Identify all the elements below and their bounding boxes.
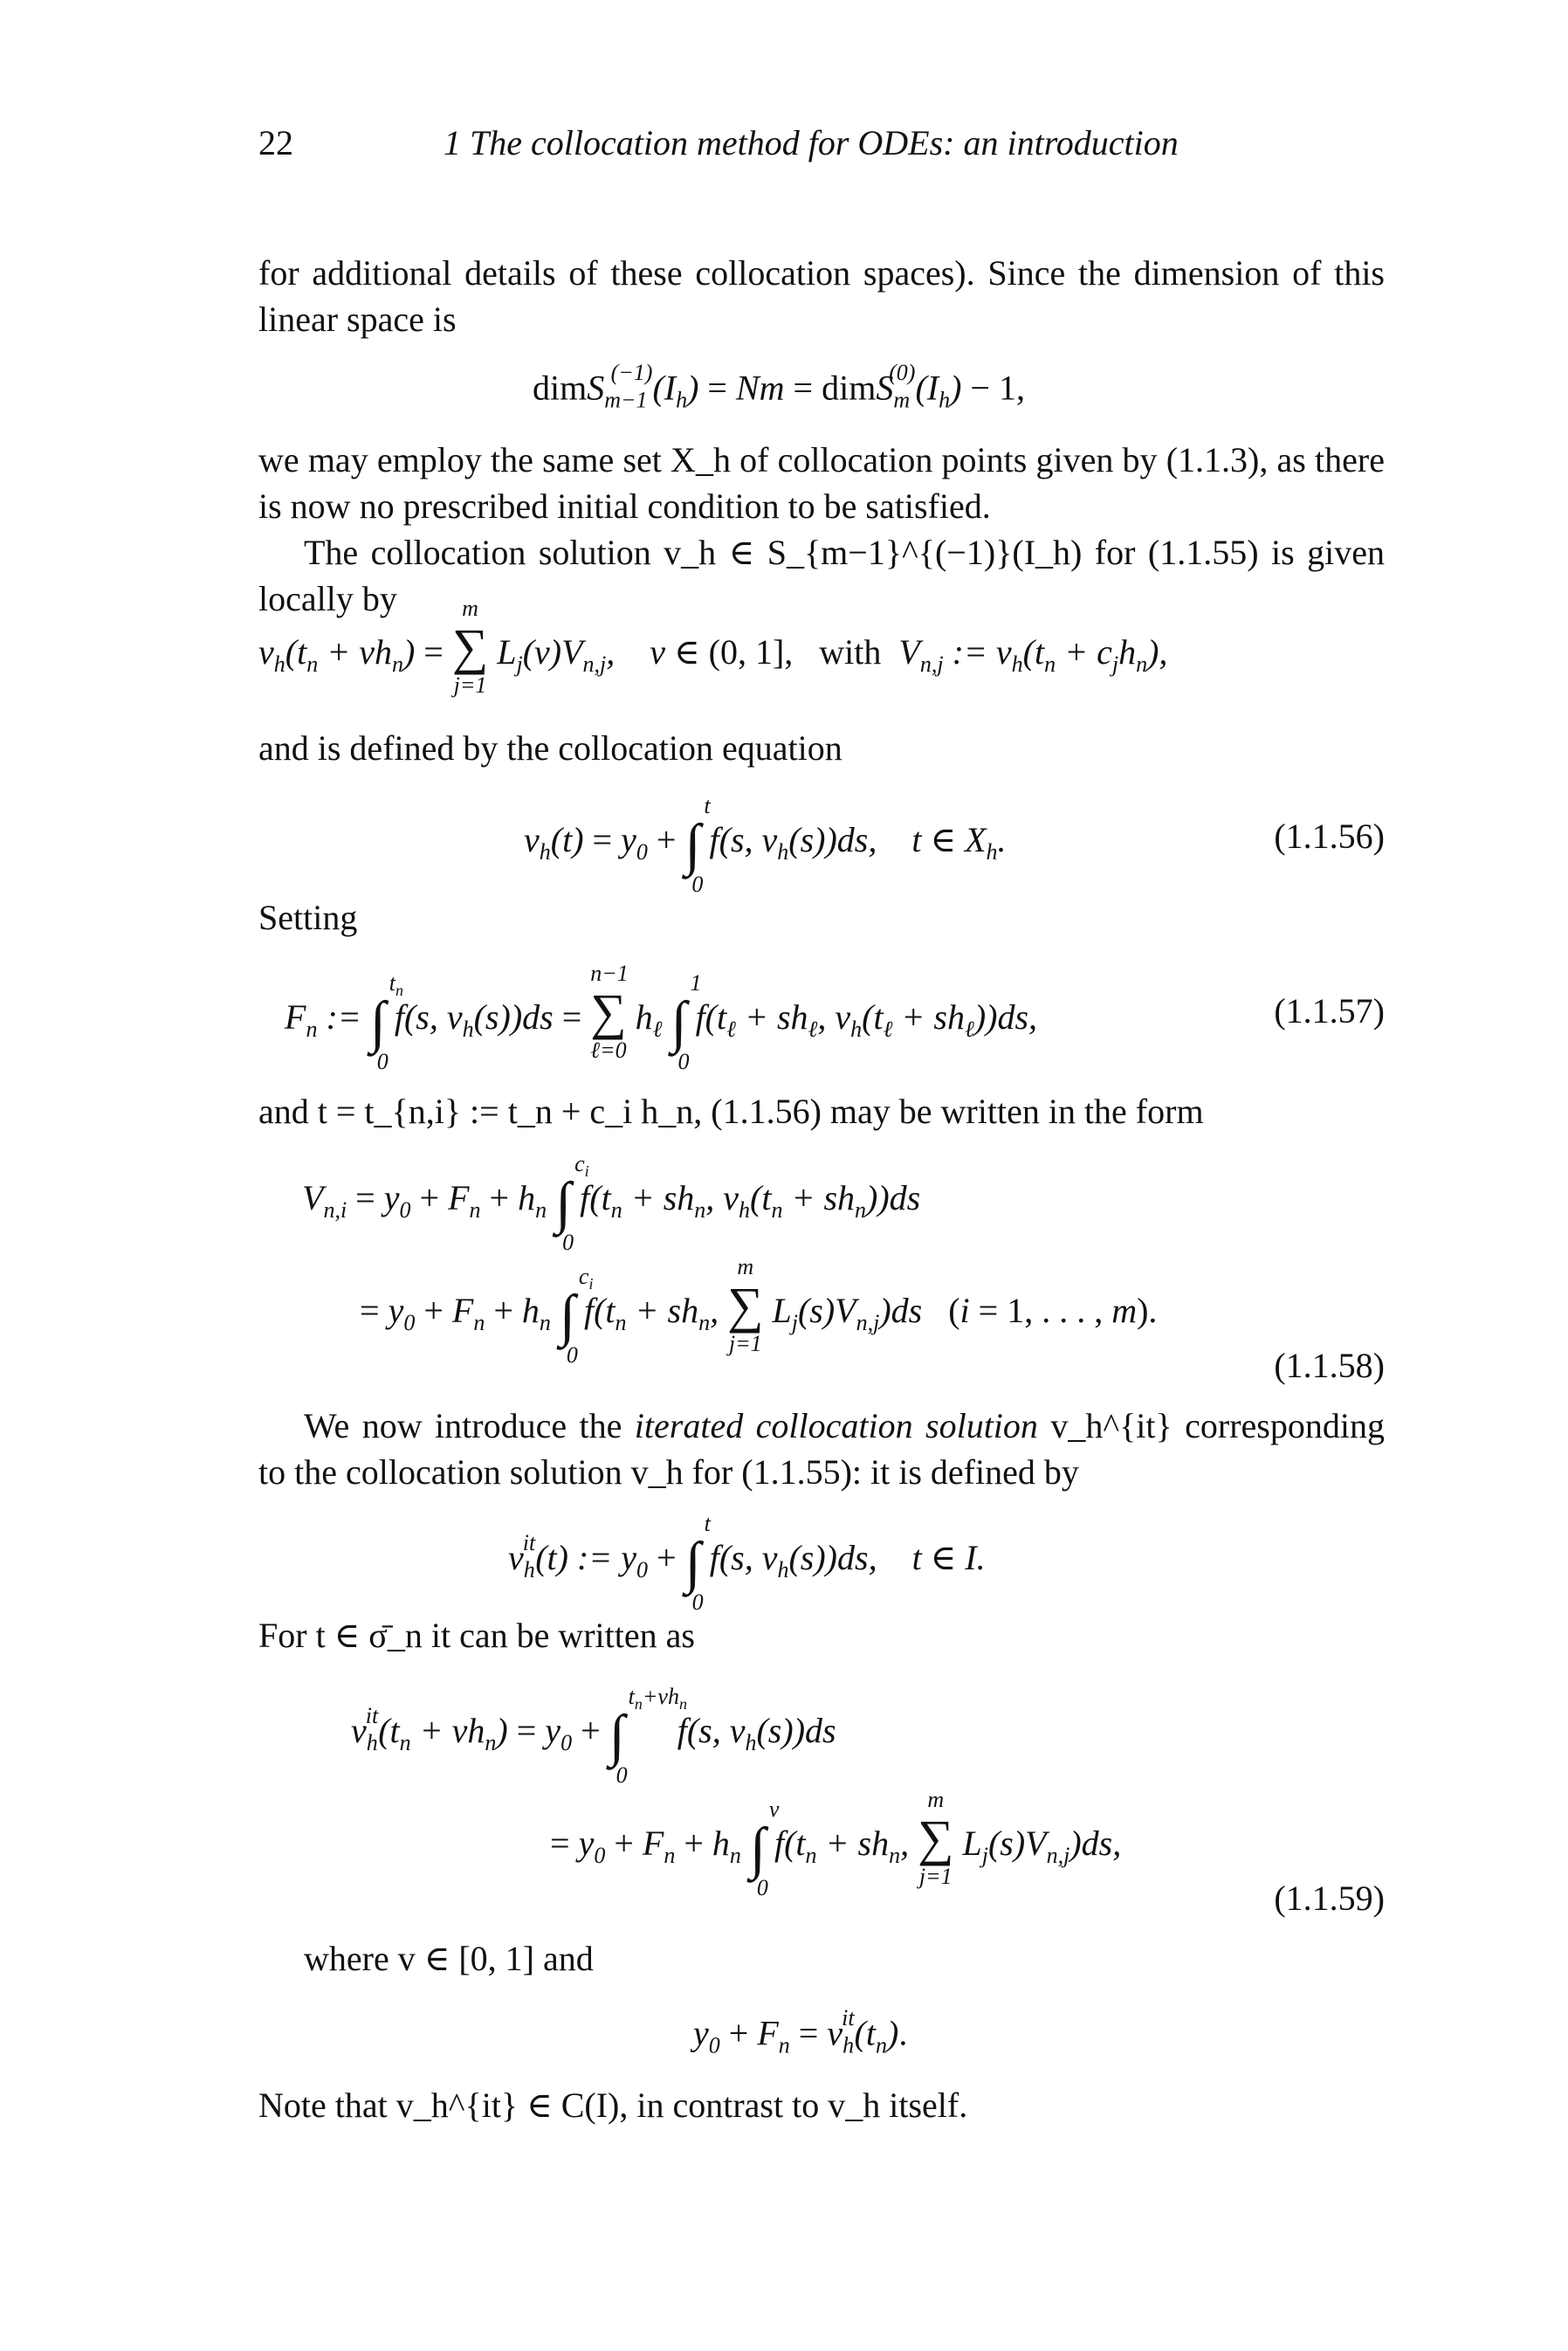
- equation-collocation: $v_h(t) = y_0$ + ∫ t 0 f(s, $v_h(s))ds$, t ∈ $X_h$.: [524, 793, 1007, 897]
- running-title: 1 The collocation method for ODEs: an introduction: [444, 123, 1179, 162]
- equation-number-1157: (1.1.57): [1274, 991, 1385, 1031]
- paragraph-6: and t = t_{n,i} := t_n + c_i h_n, (1.1.56) may be written in the form: [258, 1092, 1204, 1131]
- paragraph-9: where v ∈ [0, 1] and: [304, 1939, 594, 1978]
- equation-local-representation: $v_h(t_n + vh_n)$ = m ∑ j=1 $L_j(v)V_{n,j}$, v ∈ (0, 1], with $V_{n,j}$ := $v_h(t_n + c_jh_n)$,: [258, 596, 1168, 698]
- equation-Vni-line1: $V_{n,i} = y_0 + F_n + h_n$ ∫ $c_i$ 0 $f(t_n + sh_n$, $v_h(t_n + sh_n))ds$: [302, 1151, 921, 1255]
- paragraph-2: we may employ the same set X_h of collocation points given by (1.1.3), as there is now no prescribed initial condition to be satisfied.: [258, 440, 1385, 526]
- paragraph-10: Note that v_h^{it} ∈ C(I), in contrast to v_h itself.: [258, 2086, 968, 2125]
- equation-iterated: $v_h^{it}(t)$ := $y_0$ + ∫ t 0 f(s, $v_h(s))ds$, t ∈ I.: [508, 1511, 986, 1615]
- equation-iterated-local-line1: $v_h^{it}(t_n + vh_n) = y_0$ + ∫ $t_n+vh_n$ 0 f(s, $v_h(s))ds$: [351, 1684, 836, 1788]
- equation-dimension: $dimS_{m-1}^{(-1)}(I_h) = Nm$ = $dimS_m^{(0)}(I_h) - 1$,: [533, 360, 1025, 413]
- equation-number-1158: (1.1.58): [1274, 1346, 1385, 1385]
- equation-Vni-line2: = $y_0 + F_n + h_n$ ∫ $c_i$ 0 $f(t_n + sh_n$, m ∑ j=1 $L_j(s)V_{n,j})ds$ (i = 1, . . . , m).: [360, 1254, 1158, 1368]
- paragraph-4: and is defined by the collocation equation: [258, 728, 842, 768]
- running-header: [258, 122, 1179, 163]
- paragraph-8: For t ∈ σ̄_n it can be written as: [258, 1616, 695, 1655]
- equation-number-1159: (1.1.59): [1274, 1879, 1385, 1918]
- paragraph-5: Setting: [258, 898, 358, 937]
- page-number: 22: [258, 123, 293, 162]
- equation-final: $y_0 + F_n = v_h^{it}(t_n)$.: [693, 2005, 908, 2058]
- paragraph-7: We now introduce the iterated collocation solution v_h^{it} corresponding to the collocation solution v_h for (1.1.55): it is defined by: [258, 1406, 1385, 1492]
- equation-iterated-local-line2: = $y_0 + F_n + h_n$ ∫ v 0 $f(t_n + sh_n$, m ∑ j=1 $L_j(s)V_{n,j})ds$,: [550, 1787, 1122, 1900]
- emphasis-iterated-collocation-solution: iterated collocation solution: [634, 1406, 1038, 1445]
- paragraph-1: for additional details of these collocation spaces). Since the dimension of this linear space is: [258, 253, 1385, 339]
- paragraph-3: The collocation solution v_h ∈ S_{m−1}^{(−1)}(I_h) for (1.1.55) is given locally by: [258, 533, 1385, 618]
- equation-number-1156: (1.1.56): [1274, 817, 1385, 856]
- equation-Fn: $F_n$ := ∫ $t_n$ 0 f(s, $v_h(s))ds$ = n−1 ∑ ℓ=0 $h_\ell$ ∫ 1 0 $f(t_\ell + sh_\ell$, $v_h(t_\ell + sh_\ell))ds$,: [285, 961, 1038, 1074]
